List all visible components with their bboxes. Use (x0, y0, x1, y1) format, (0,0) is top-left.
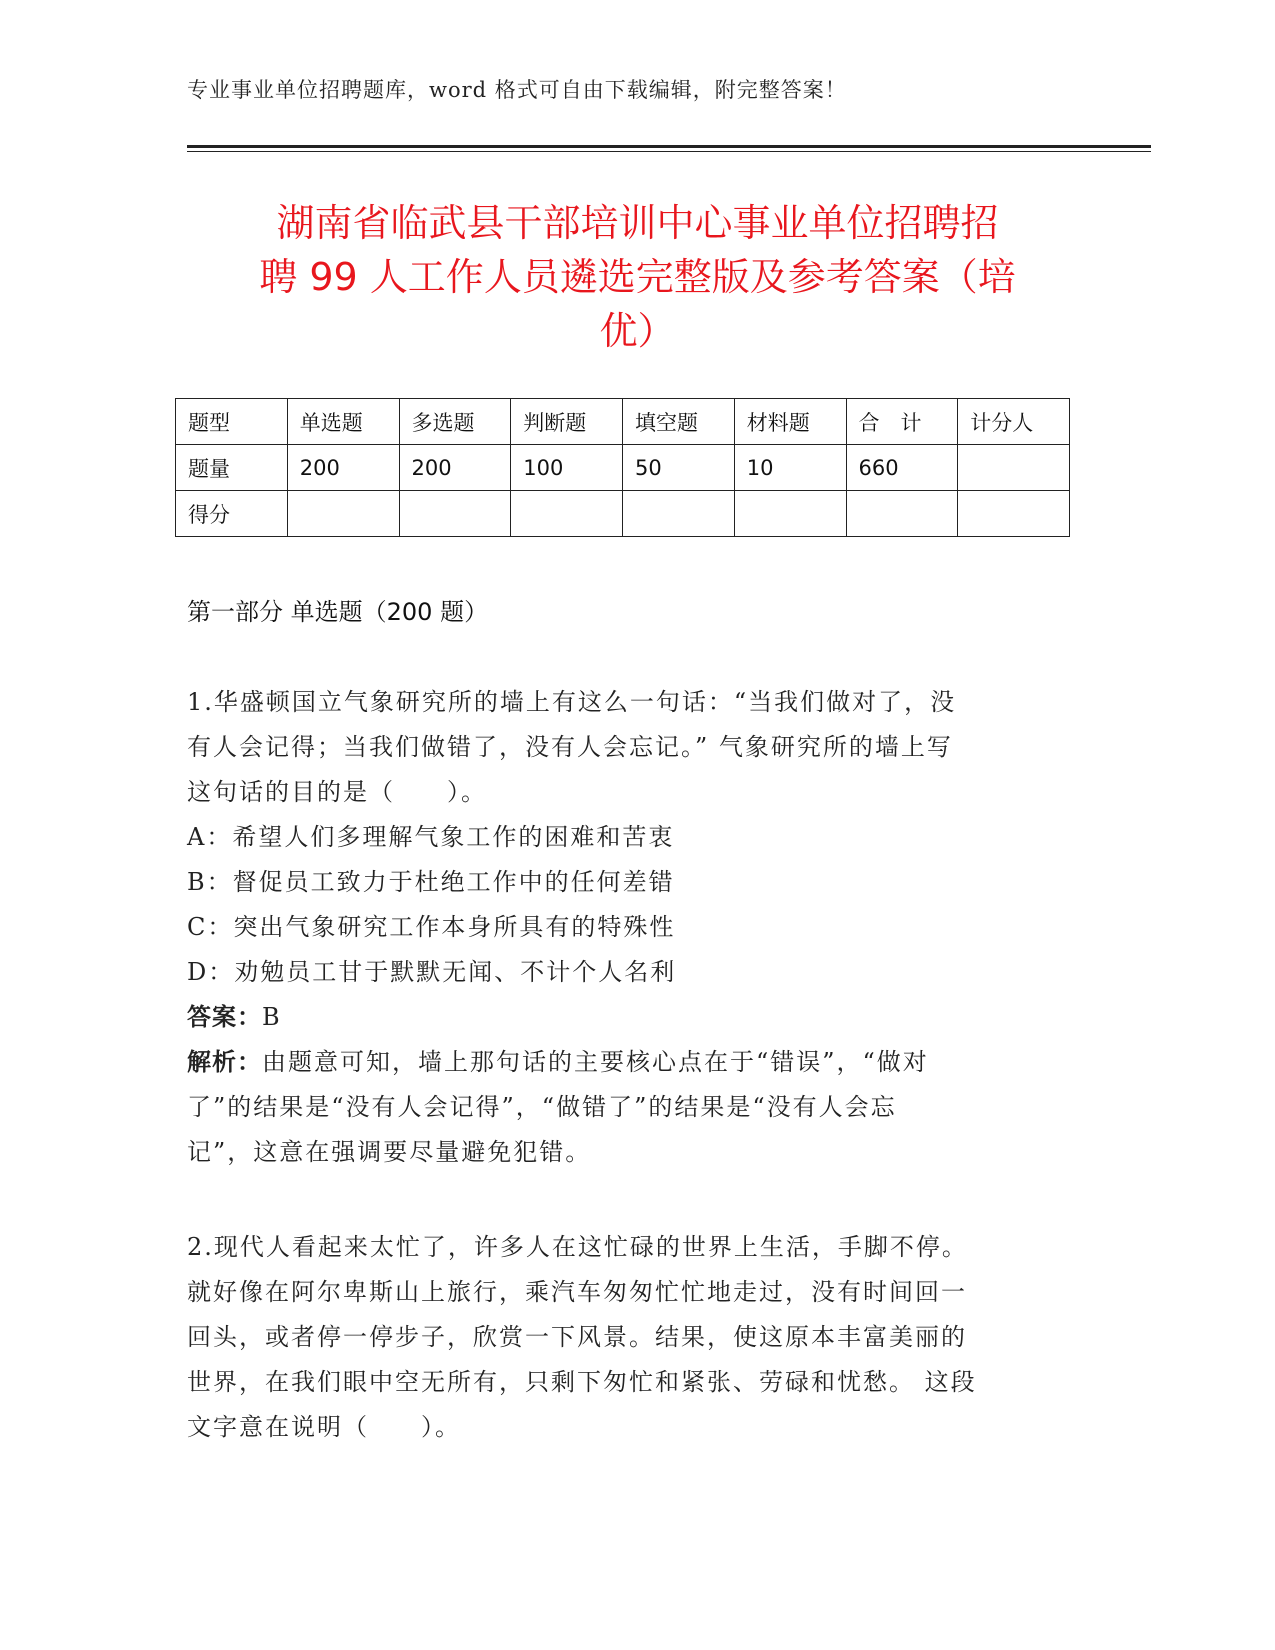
page-header-note: 专业事业单位招聘题库，word 格式可自由下载编辑，附完整答案！ (187, 78, 847, 102)
title-line-2: 聘 99 人工作人员遴选完整版及参考答案（培 (259, 255, 1016, 299)
table-cell: 单选题 (287, 399, 399, 445)
question-text-line: 1.华盛顿国立气象研究所的墙上有这么一句话：“当我们做对了，没 (187, 688, 957, 716)
table-cell: 200 (287, 445, 399, 491)
header-divider-thin (187, 151, 1151, 152)
question-text-line: 回头，或者停一停步子，欣赏一下风景。结果，使这原本丰富美丽的 (187, 1323, 967, 1351)
table-cell: 材料题 (734, 399, 846, 445)
table-cell: 200 (399, 445, 511, 491)
score-table (175, 398, 1070, 537)
analysis-line (187, 1040, 1072, 1085)
score-table-count-row (176, 445, 1070, 491)
answer-value: B (262, 1003, 282, 1031)
table-cell (399, 491, 511, 537)
table-cell (846, 491, 958, 537)
analysis-text-line: 了”的结果是“没有人会记得”，“做错了”的结果是“没有人会忘 (187, 1093, 897, 1121)
document-title (180, 196, 1095, 358)
table-cell: 10 (734, 445, 846, 491)
analysis-label: 解析： (187, 1048, 262, 1076)
header-divider-thick (187, 145, 1151, 148)
option-c: C：突出气象研究工作本身所具有的特殊性 (187, 913, 676, 941)
table-cell: 计分人 (958, 399, 1070, 445)
analysis-text: 由题意可知，墙上那句话的主要核心点在于“错误”，“做对 (262, 1048, 929, 1076)
title-line-3: 优） (599, 309, 676, 353)
table-cell (958, 491, 1070, 537)
table-cell: 50 (623, 445, 735, 491)
table-cell: 多选题 (399, 399, 511, 445)
question-1 (187, 680, 1072, 1175)
analysis-text-line: 记”，这意在强调要尽量避免犯错。 (187, 1138, 592, 1166)
table-cell: 题型 (176, 399, 288, 445)
table-cell: 得分 (176, 491, 288, 537)
title-line-1: 湖南省临武县干部培训中心事业单位招聘招 (276, 201, 999, 245)
answer-label: 答案： (187, 1003, 262, 1031)
option-a: A：希望人们多理解气象工作的困难和苦衷 (187, 823, 675, 851)
score-table-score-row (176, 491, 1070, 537)
table-cell: 660 (846, 445, 958, 491)
table-cell (511, 491, 623, 537)
question-text-line: 文字意在说明（ ）。 (187, 1413, 461, 1441)
table-cell (958, 445, 1070, 491)
table-cell: 填空题 (623, 399, 735, 445)
table-cell (287, 491, 399, 537)
score-table-header-row (176, 399, 1070, 445)
question-2 (187, 1225, 1072, 1450)
table-cell: 题量 (176, 445, 288, 491)
table-cell (623, 491, 735, 537)
table-cell (734, 491, 846, 537)
answer-line (187, 995, 1072, 1040)
table-cell: 100 (511, 445, 623, 491)
question-text-line: 这句话的目的是（ ）。 (187, 778, 487, 806)
option-d: D：劝勉员工甘于默默无闻、不计个人名利 (187, 958, 677, 986)
table-cell: 判断题 (511, 399, 623, 445)
question-text-line: 有人会记得；当我们做错了，没有人会忘记。” 气象研究所的墙上写 (187, 733, 953, 761)
section-title: 第一部分 单选题（200 题） (187, 598, 489, 626)
table-cell: 合 计 (846, 399, 958, 445)
question-text-line: 2.现代人看起来太忙了，许多人在这忙碌的世界上生活，手脚不停。 (187, 1233, 968, 1261)
option-b: B：督促员工致力于杜绝工作中的任何差错 (187, 868, 675, 896)
question-text-line: 世界，在我们眼中空无所有，只剩下匆忙和紧张、劳碌和忧愁。 这段 (187, 1368, 977, 1396)
question-text-line: 就好像在阿尔卑斯山上旅行，乘汽车匆匆忙忙地走过，没有时间回一 (187, 1278, 967, 1306)
